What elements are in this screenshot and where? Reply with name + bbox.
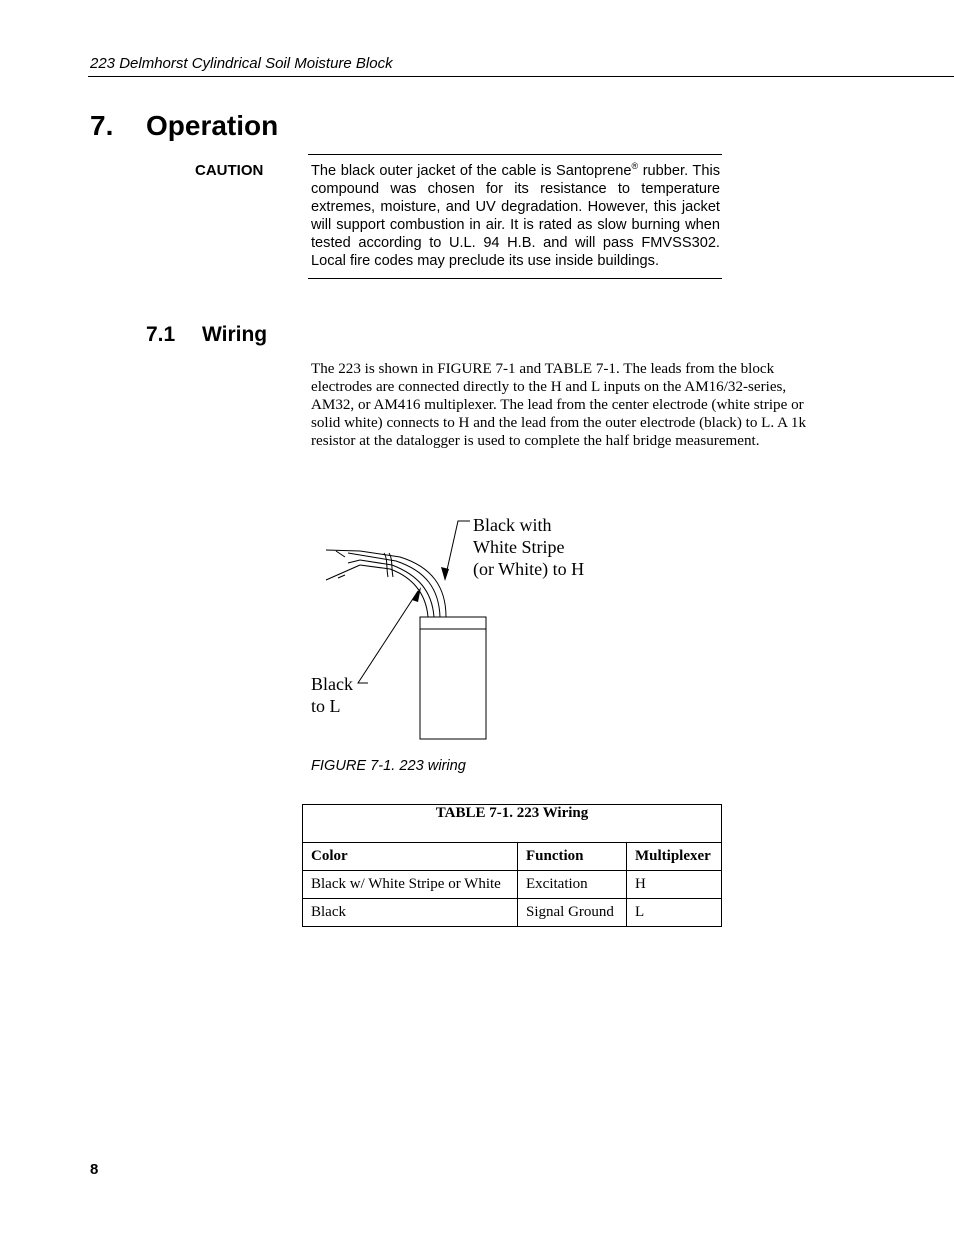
label-l (311, 673, 353, 717)
column-header-function: Function (518, 843, 627, 871)
section-title: Operation (146, 110, 279, 141)
page-number: 8 (90, 1161, 99, 1178)
table-cell: L (627, 899, 722, 927)
table-cell: Black w/ White Stripe or White (303, 871, 518, 899)
caution-label: CAUTION (195, 162, 264, 179)
wiring-table (302, 804, 722, 927)
figure-caption: FIGURE 7-1. 223 wiring (311, 758, 466, 774)
table-row (303, 871, 722, 899)
column-header-color: Color (303, 843, 518, 871)
caution-text-before: The black outer jacket of the cable is Santoprene (311, 163, 632, 179)
table-caption: TABLE 7-1. 223 Wiring (303, 805, 722, 843)
caution-box (308, 154, 722, 279)
registered-mark: ® (631, 161, 639, 172)
label-l-line1: Black (311, 674, 353, 694)
running-header: 223 Delmhorst Cylindrical Soil Moisture Block (90, 55, 393, 72)
section-heading (90, 110, 278, 142)
caution-text-after: rubber. This compound was chosen for its resistance to temperature extremes, moisture, and UV degradation. However, this jacket will support combustion in air. It is rated as slow burning when tested according to U.L. 94 H.B. and will pass FMVSS302. Local fire codes may preclude its use inside buildings. (311, 163, 720, 269)
table-row (303, 899, 722, 927)
wiring-figure (300, 505, 630, 755)
subsection-title: Wiring (202, 323, 268, 346)
section-number: 7. (90, 110, 114, 141)
lead-3 (360, 555, 440, 617)
arrowhead-h (441, 567, 449, 581)
column-header-multiplexer: Multiplexer (627, 843, 722, 871)
table-cell: Excitation (518, 871, 627, 899)
table-cell: H (627, 871, 722, 899)
arrowhead-l (412, 587, 421, 602)
subsection-heading (146, 323, 267, 347)
leader-line-h (445, 521, 470, 579)
header-divider (88, 76, 954, 77)
label-h-line1: Black with (473, 515, 552, 535)
table-cell: Signal Ground (518, 899, 627, 927)
sensor-block (420, 617, 486, 739)
table-cell: Black (303, 899, 518, 927)
label-l-line2: to L (311, 696, 341, 716)
label-h-line3: (or White) to H (473, 559, 585, 579)
caution-text (311, 162, 720, 270)
wiring-paragraph: The 223 is shown in FIGURE 7-1 and TABLE 7-1. The leads from the block electrodes are connected directly to the H and L inputs on the AM16/32-series, AM32, or AM416 multiplexer. The lead from the center electrode (white stripe or solid white) connects to H and the lead from the outer electrode (black) to L. A 1k resistor at the datalogger is used to complete the half bridge measurement. (311, 361, 807, 449)
leader-line-l (358, 591, 418, 683)
break-mark-1 (384, 553, 388, 577)
lead-4 (360, 551, 446, 617)
label-h (473, 514, 584, 580)
subsection-number: 7.1 (146, 323, 176, 346)
table-header-row (303, 843, 722, 871)
label-h-line2: White Stripe (473, 537, 565, 557)
